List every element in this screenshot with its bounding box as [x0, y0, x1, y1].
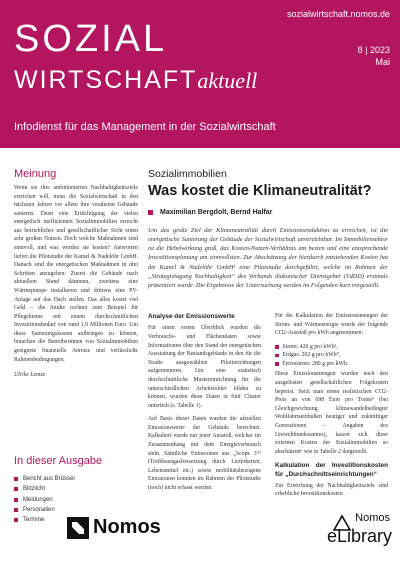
- paragraph: Diese Emissionsmengen wurden nach den ausgelösten gesellschaftlichen Folgekosten bepreist. Setzt man einen realistischen CO2-Preis an von 698 Euro pro Tonne⁵ (bei Gleichgewichtung klimawandelbedingter Wohlfahrtseinbußen heutiger und zukünftiger Generationen – Angaben des Umweltbundesamtes), lassen sich diese externen Kosten der Sozialimmobilien so abschätzen⁶ wie in Tabelle 2 dargestellt.: [275, 371, 388, 455]
- nomos-mark-icon: [67, 517, 89, 539]
- article-lead: Um das große Ziel der Klimaneutralität durch Emissionsreduktion zu erreichen, ist die energetische Sanierung der Gebäude der Sozialwirtschaft unverzichtbar. Im Immobiliensektor ist die Hebelwirkung groß, das Kosten-Nutzen-Verhältnis am besten und eine entsprechende Investitionsplanung am sinnvollsten. Zur Abschätzung der hierdurch entstehenden Kosten hat die Kamel & Nadelöhr GmbH¹ eine Pilotstudie durchgeführt, welche im Rahmen der „Strategietagung Nachhaltigkeit“ des Verbands diakonischer Dienstgeber (VdDD) erstmals präsentiert wurde. Die Ergebnisse der Untersuchung werden im Folgenden kurz vorgestellt.: [148, 227, 388, 289]
- opinion-signature: Ulrike Lentze: [14, 372, 46, 379]
- bullet-square-icon: [275, 362, 279, 366]
- contents-item[interactable]: [14, 495, 75, 505]
- article-column-right: [275, 312, 388, 504]
- issue-number: 8 | 2023: [357, 45, 390, 55]
- list-item-text: Fernwärme: 280 g pro kWh.: [282, 360, 349, 367]
- masthead: [0, 0, 400, 148]
- contents-item[interactable]: [14, 515, 75, 525]
- contents-item-label: Termine: [23, 517, 45, 524]
- contents-item-label: Blitzlicht: [23, 486, 46, 493]
- article-authors: [148, 209, 388, 216]
- opinion-sidebar: [14, 168, 138, 378]
- bullet-square-icon: [275, 345, 279, 349]
- contents-item-label: Meldungen: [23, 496, 53, 503]
- paragraph: Für einen ersten Überblick wurden die Verbrauchs- und Flächendaten sowie Informationen über den Stand der energetischen Ausstattung der Bestandsgebäude in den für die Studie ausgewählten Pilotinrichtungen aufgenommen. Um eine statistisch durchschnittliche Mustereinrichtung für die unterschiedlichen Arbeitsfelder bilden zu können, wurden diese Daten in fünf Cluster unterteilt (s. Tabelle 1).: [148, 325, 261, 409]
- contents-item[interactable]: [14, 474, 75, 484]
- elibrary-logo[interactable]: [326, 512, 396, 562]
- elibrary-publisher: Nomos: [355, 512, 390, 524]
- issue-month: Mai: [375, 57, 390, 68]
- section-heading: Kalkulation der Investitionskosten für „Durchschnittseinrichtungen“: [275, 462, 388, 478]
- section-heading: Analyse der Emissionswerte: [148, 313, 235, 320]
- opinion-title: Meinung: [14, 168, 57, 180]
- site-url[interactable]: sozialwirtschaft.nomos.de: [286, 9, 390, 19]
- paragraph: Auf Basis dieser Daten wurden die aktuellen Emissionswerte der Gebäude berechnet. Kalkuliert wurde nur jener Ausstoß, welcher im Zusammenhang mit dem Energieverbrauch steht. Sämtliche Emissionen aus „Scope 3“² (Treibhausgasfreisetzung durch Lieferketten, Lebensmittel etc.) sowie mobilitätsbezogene Emissionen konnten im Rahmen der Pilotstudie (noch) nicht erfasst werden.: [148, 416, 261, 491]
- elibrary-word: eLibrary: [326, 526, 392, 546]
- list-item-text: Strom: 420 g pro kWh³,: [282, 343, 338, 350]
- article-headline: Was kostet die Klimaneutralität?: [148, 183, 372, 199]
- contents-title: In dieser Ausgabe: [14, 455, 103, 467]
- list-item: [275, 343, 388, 352]
- tagline: Infodienst für das Management in der Sozialwirtschaft: [14, 121, 276, 133]
- article-kicker: Sozialimmobilien: [148, 168, 227, 180]
- brand-subtitle: [14, 68, 257, 93]
- bullet-square-icon: [14, 477, 18, 481]
- contents-item-label: Personalien: [23, 506, 55, 513]
- brand-suffix: aktuell: [197, 68, 258, 93]
- contents-item-label: Bericht aus Brüssel: [23, 476, 75, 482]
- publisher-name: Nomos: [93, 516, 161, 538]
- contents-list: [14, 474, 75, 525]
- emission-list: [275, 343, 388, 369]
- issue-info: [358, 44, 390, 68]
- list-item-text: Erdgas: 202 g pro kWh⁴,: [282, 352, 341, 359]
- brand-subtitle-main: WIRTSCHAFT: [14, 66, 198, 94]
- article-column-left: [148, 312, 261, 497]
- list-item: [275, 360, 388, 369]
- opinion-body: Wenn sie ihre ambitionierten Nachhaltigkeitsziele erreichen will, muss die Sozialwirtschaft in den nächsten Jahren vor allem ihre veralteten Gebäude sanieren. Denn eine Ertüchtigung der vielen energetisch ineffizienten Sozialimmobilien erreicht aus betrieblicher und gesellschaftlicher Sicht einen sehr großen Nutzen. Doch welche Maßnahmen sind sinnvoll, und was werden sie kosten? Antworten liefert die Pilotstudie der Kamel & Nadelöhr GmbH. Danach sind die energetischen Maßnahmen in drei Schritten anzugehen: Zuerst die Gebäude nach aktuellem Stand dämmen, zweitens eine Wärmepumpe installieren und drittens eine PV-Anlage auf das Dach stellen. Das alles kostet viel Geld – die Studie rechnet zum Beispiel für Pflegeheime mit einem durchschnittlichen Investitionsbedarf von rund 1,9 Millionen Euro. Um diese Sanierungskosten aufbringen zu können, brauchen die Betreiberinnen von Sozialimmobilien geeignete finanzielle Anreize und verlässliche Rahmenbedingungen.: [14, 185, 138, 363]
- list-item: [275, 351, 388, 360]
- authors-text: Maximilian Bergdolt, Bernd Halfar: [160, 209, 273, 216]
- nomos-logo[interactable]: [67, 516, 161, 539]
- bullet-square-icon: [14, 508, 18, 512]
- author-square-icon: [148, 210, 153, 215]
- article-header: [148, 168, 388, 290]
- bullet-square-icon: [14, 518, 18, 522]
- contents-item[interactable]: [14, 484, 75, 494]
- brand-title: SOZIAL: [14, 18, 168, 60]
- contents-item[interactable]: [14, 505, 75, 515]
- paragraph: Zur Erreichung der Nachhaltigkeitsziele sind erhebliche Investitionskosten: [275, 482, 388, 498]
- bullet-square-icon: [14, 487, 18, 491]
- bullet-square-icon: [14, 498, 18, 502]
- paragraph: Für die Kalkulation der Emissionsmengen der Strom- und Wärmeenergie wurde der folgende CO2-Ausstoß pro kWh angenommen:: [275, 313, 388, 337]
- bullet-square-icon: [275, 354, 279, 358]
